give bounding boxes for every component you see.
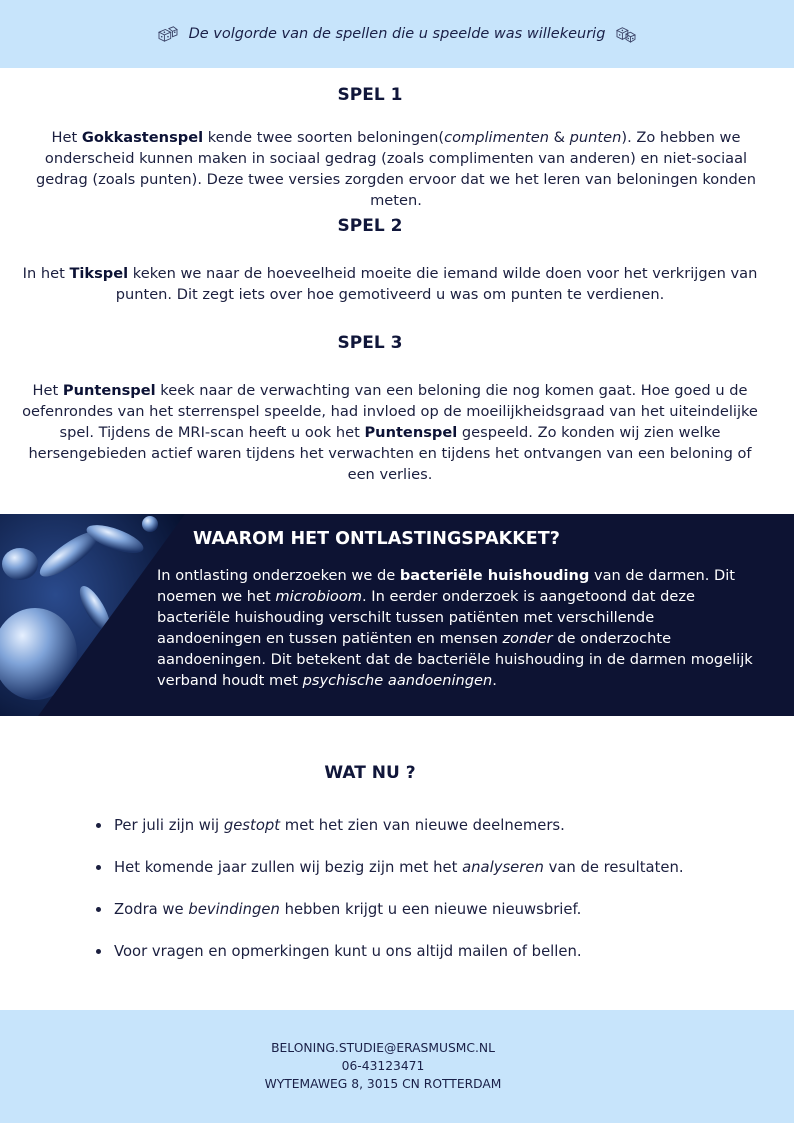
wat-nu-list — [96, 815, 756, 983]
list-item: Zodra we bevindingen hebben krijgt u een nieuwe nieuwsbrief. — [96, 899, 756, 941]
spel1-heading: SPEL 1 — [337, 85, 403, 105]
list-item: Het komende jaar zullen wij bezig zijn met het analyseren van de resultaten. — [96, 857, 756, 899]
wat-nu-heading: WAT NU ? — [324, 763, 416, 783]
spel2-heading: SPEL 2 — [337, 216, 403, 236]
dice-icon — [615, 25, 637, 43]
list-item: Voor vragen en opmerkingen kunt u ons altijd mailen of bellen. — [96, 941, 756, 983]
footer — [0, 1010, 794, 1123]
microbiome-paragraph: In ontlasting onderzoeken we de bacteriële huishouding van de darmen. Dit noemen we het microbioom. In eerder onderzoek is aangetoond dat deze bacteriële huishouding verschilt tussen patiënten met verschillende aandoeningen en tussen patiënten en mensen zonder de onderzochte aandoeningen. Dit betekent dat de bacteriële huishouding in de darmen mogelijk verband houdt met psychische aandoeningen. — [157, 567, 753, 689]
list-item: Per juli zijn wij gestopt met het zien van nieuwe deelnemers. — [96, 815, 756, 857]
spel3-heading: SPEL 3 — [337, 333, 403, 353]
spel1-paragraph: Het Gokkastenspel kende twee soorten beloningen(complimenten & punten). Zo hebben we onderscheid kunnen maken in sociaal gedrag (zoals complimenten van anderen) en niet-sociaal gedrag (zoals punten). Deze twee versies zorgden ervoor dat we het leren van beloningen konden meten. — [36, 129, 756, 209]
banner-text: De volgorde van de spellen die u speelde was willekeurig — [188, 26, 606, 42]
footer-email[interactable]: BELONING.STUDIE@ERASMUSMC.NL — [271, 1041, 495, 1055]
footer-address: WYTEMAWEG 8, 3015 CN ROTTERDAM — [264, 1077, 502, 1091]
top-banner — [0, 0, 794, 68]
spel2-paragraph: In het Tikspel keken we naar de hoeveelheid moeite die iemand wilde doen voor het verkrijgen van punten. Dit zegt iets over hoe gemotiveerd u was om punten te verdienen. — [22, 265, 758, 303]
spel3-paragraph: Het Puntenspel keek naar de verwachting van een beloning die nog komen gaat. Hoe goed u de oefenrondes van het sterrenspel speelde, had invloed op de moeilijkheidsgraad van het uiteindelijke spel. Tijdens de MRI-scan heeft u ook het Puntenspel gespeeld. Zo konden wij zien welke hersengebieden actief waren tijdens het verwachten en tijdens het ontvangen van een beloning of een verlies. — [22, 382, 758, 483]
footer-phone[interactable]: 06-43123471 — [341, 1059, 425, 1073]
microbiome-heading: WAAROM HET ONTLASTINGSPAKKET? — [193, 529, 560, 549]
dice-icon — [157, 25, 179, 43]
